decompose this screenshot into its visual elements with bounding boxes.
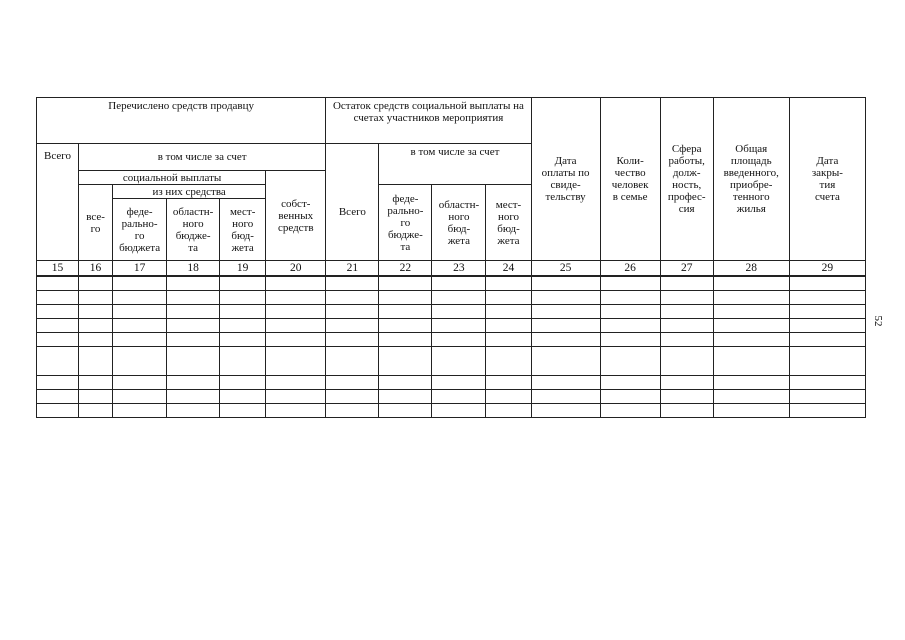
table-row xyxy=(37,376,866,390)
table-cell xyxy=(79,305,113,319)
col-number: 25 xyxy=(531,261,600,277)
table-row xyxy=(37,319,866,333)
table-cell xyxy=(486,319,531,333)
header-federal-r xyxy=(379,185,432,261)
table-cell xyxy=(113,404,167,418)
header-regional-r xyxy=(432,185,486,261)
table-cell xyxy=(379,347,432,376)
table-cell xyxy=(113,276,167,291)
table-cell xyxy=(326,291,379,305)
table-cell xyxy=(37,291,79,305)
local-label: мест- ного бюд- жета xyxy=(229,205,256,254)
table-cell xyxy=(113,376,167,390)
regional-r-label: областн- ного бюд- жета xyxy=(438,198,480,247)
table-cell xyxy=(660,276,713,291)
table-cell xyxy=(660,404,713,418)
header-transferred: Перечислено средств продавцу xyxy=(37,98,326,144)
header-own-funds xyxy=(266,171,326,261)
table-cell xyxy=(220,276,266,291)
table-cell xyxy=(379,390,432,404)
header-total-right: Всего xyxy=(326,144,379,261)
table-cell xyxy=(432,347,486,376)
table-cell xyxy=(266,291,326,305)
table-cell xyxy=(600,305,660,319)
table-cell xyxy=(220,404,266,418)
table-cell xyxy=(167,276,220,291)
table-cell xyxy=(326,376,379,390)
table-cell xyxy=(432,404,486,418)
table-cell xyxy=(789,305,865,319)
table-cell xyxy=(789,390,865,404)
table-cell xyxy=(713,305,789,319)
header-remainder: Остаток средств социальной выплаты на счетах участников мероприятия xyxy=(326,98,531,144)
table-cell xyxy=(379,319,432,333)
header-of-which: из них средства xyxy=(113,185,266,199)
table-cell xyxy=(432,390,486,404)
header-regional xyxy=(167,199,220,261)
table-cell xyxy=(531,305,600,319)
col-number: 27 xyxy=(660,261,713,277)
header-pay-date xyxy=(531,98,600,261)
table-cell xyxy=(167,333,220,347)
table-row xyxy=(37,390,866,404)
table-cell xyxy=(79,376,113,390)
table-cell xyxy=(79,276,113,291)
table-cell xyxy=(600,333,660,347)
table-cell xyxy=(713,319,789,333)
table-cell xyxy=(432,333,486,347)
table-cell xyxy=(789,333,865,347)
table-cell xyxy=(486,333,531,347)
col-number: 18 xyxy=(167,261,220,277)
table-cell xyxy=(167,376,220,390)
close-date-label: Дата закры- тия счета xyxy=(811,155,843,203)
table-cell xyxy=(37,319,79,333)
table-cell xyxy=(486,347,531,376)
table-cell xyxy=(660,376,713,390)
family-count-label: Коли- чество человек в семье xyxy=(611,155,649,203)
table-cell xyxy=(266,305,326,319)
table-cell xyxy=(266,347,326,376)
table-cell xyxy=(79,333,113,347)
table-cell xyxy=(220,333,266,347)
header-federal xyxy=(113,199,167,261)
table-cell xyxy=(326,305,379,319)
table-cell xyxy=(220,347,266,376)
table-cell xyxy=(220,376,266,390)
table-cell xyxy=(113,333,167,347)
header-close-date xyxy=(789,98,865,261)
col-number: 28 xyxy=(713,261,789,277)
table-cell xyxy=(326,333,379,347)
table-cell xyxy=(432,305,486,319)
table-cell xyxy=(531,390,600,404)
table-cell xyxy=(220,390,266,404)
col-number: 19 xyxy=(220,261,266,277)
table-cell xyxy=(37,276,79,291)
table-cell xyxy=(713,291,789,305)
table-cell xyxy=(486,376,531,390)
table-cell xyxy=(531,376,600,390)
header-family-count xyxy=(600,98,660,261)
table-row xyxy=(37,305,866,319)
table-cell xyxy=(113,291,167,305)
total-area-label: Общая площадь введенного, приобре- тенного жилья xyxy=(723,143,779,215)
report-table xyxy=(36,97,866,418)
table-cell xyxy=(600,319,660,333)
header-total-area xyxy=(713,98,789,261)
table-cell xyxy=(79,390,113,404)
table-cell xyxy=(486,305,531,319)
table-cell xyxy=(600,376,660,390)
table-cell xyxy=(326,276,379,291)
table-cell xyxy=(789,376,865,390)
table-cell xyxy=(789,404,865,418)
table-cell xyxy=(326,390,379,404)
page-number: 52 xyxy=(872,315,884,327)
header-total-sub xyxy=(79,185,113,261)
table-cell xyxy=(486,276,531,291)
table-cell xyxy=(37,333,79,347)
table-row xyxy=(37,404,866,418)
col-number: 17 xyxy=(113,261,167,277)
table-cell xyxy=(167,305,220,319)
table-cell xyxy=(266,333,326,347)
table-cell xyxy=(79,291,113,305)
table-cell xyxy=(600,291,660,305)
table-cell xyxy=(713,390,789,404)
table-cell xyxy=(531,347,600,376)
table-cell xyxy=(531,404,600,418)
table-cell xyxy=(379,333,432,347)
table-cell xyxy=(379,376,432,390)
header-work-area xyxy=(660,98,713,261)
table-row xyxy=(37,291,866,305)
table-cell xyxy=(379,276,432,291)
table-cell xyxy=(379,291,432,305)
header-local xyxy=(220,199,266,261)
table-cell xyxy=(113,305,167,319)
col-number: 21 xyxy=(326,261,379,277)
table-row xyxy=(37,333,866,347)
table-cell xyxy=(660,333,713,347)
table-cell xyxy=(37,376,79,390)
table-cell xyxy=(220,291,266,305)
table-cell xyxy=(531,319,600,333)
table-cell xyxy=(266,319,326,333)
table-cell xyxy=(789,276,865,291)
table-cell xyxy=(113,347,167,376)
total-sub-label: все- го xyxy=(86,210,105,235)
table-cell xyxy=(266,404,326,418)
col-number: 20 xyxy=(266,261,326,277)
col-number: 16 xyxy=(79,261,113,277)
table-cell xyxy=(79,319,113,333)
header-social-payment: социальной выплаты xyxy=(79,171,266,185)
table-cell xyxy=(37,347,79,376)
col-number: 29 xyxy=(789,261,865,277)
table-cell xyxy=(167,291,220,305)
table-cell xyxy=(713,333,789,347)
table-cell xyxy=(266,390,326,404)
table-cell xyxy=(789,319,865,333)
table-cell xyxy=(486,291,531,305)
table-cell xyxy=(713,376,789,390)
table-cell xyxy=(266,376,326,390)
col-number: 24 xyxy=(486,261,531,277)
table-cell xyxy=(220,305,266,319)
regional-label: областн- ного бюдже- та xyxy=(172,205,214,254)
table-cell xyxy=(326,404,379,418)
table-cell xyxy=(432,319,486,333)
table-cell xyxy=(660,390,713,404)
table-cell xyxy=(531,291,600,305)
table-cell xyxy=(167,390,220,404)
table-cell xyxy=(379,305,432,319)
table-cell xyxy=(79,347,113,376)
table-cell xyxy=(432,291,486,305)
table-cell xyxy=(379,404,432,418)
table-cell xyxy=(600,276,660,291)
table-cell xyxy=(600,347,660,376)
table-cell xyxy=(531,333,600,347)
table-cell xyxy=(167,319,220,333)
table-cell xyxy=(660,291,713,305)
table-cell xyxy=(600,404,660,418)
header-incl-left: в том числе за счет xyxy=(79,144,326,171)
table-cell xyxy=(531,276,600,291)
table-cell xyxy=(660,305,713,319)
col-number: 23 xyxy=(432,261,486,277)
table-cell xyxy=(789,291,865,305)
own-funds-label: собст- венных средств xyxy=(277,197,314,234)
table-cell xyxy=(79,404,113,418)
work-area-label: Сфера работы, долж- ность, профес- сия xyxy=(667,143,706,215)
col-number: 22 xyxy=(379,261,432,277)
table-cell xyxy=(600,390,660,404)
table-row xyxy=(37,347,866,376)
col-number: 15 xyxy=(37,261,79,277)
table-cell xyxy=(37,305,79,319)
table-cell xyxy=(486,390,531,404)
header-incl-right: в том числе за счет xyxy=(379,144,531,185)
table-cell xyxy=(167,404,220,418)
table-cell xyxy=(113,319,167,333)
table-cell xyxy=(486,404,531,418)
col-number: 26 xyxy=(600,261,660,277)
table-cell xyxy=(167,347,220,376)
data-rows xyxy=(37,276,866,418)
table-cell xyxy=(326,347,379,376)
table-cell xyxy=(266,276,326,291)
federal-label: феде- рально- го бюджета xyxy=(119,205,161,254)
table-cell xyxy=(713,347,789,376)
table-cell xyxy=(326,319,379,333)
header-local-r xyxy=(486,185,531,261)
table-row xyxy=(37,276,866,291)
local-r-label: мест- ного бюд- жета xyxy=(495,198,522,247)
table-cell xyxy=(660,319,713,333)
table-cell xyxy=(713,404,789,418)
header-total-left: Всего xyxy=(37,144,79,261)
pay-date-label: Дата оплаты по свиде- тельству xyxy=(541,155,590,203)
table-cell xyxy=(220,319,266,333)
table-cell xyxy=(37,404,79,418)
table-cell xyxy=(432,276,486,291)
table-cell xyxy=(713,276,789,291)
table-cell xyxy=(789,347,865,376)
table-cell xyxy=(660,347,713,376)
table-cell xyxy=(37,390,79,404)
federal-r-label: феде- рально- го бюдже- та xyxy=(387,192,424,253)
column-numbers-row xyxy=(37,261,866,277)
table-cell xyxy=(113,390,167,404)
table-cell xyxy=(432,376,486,390)
